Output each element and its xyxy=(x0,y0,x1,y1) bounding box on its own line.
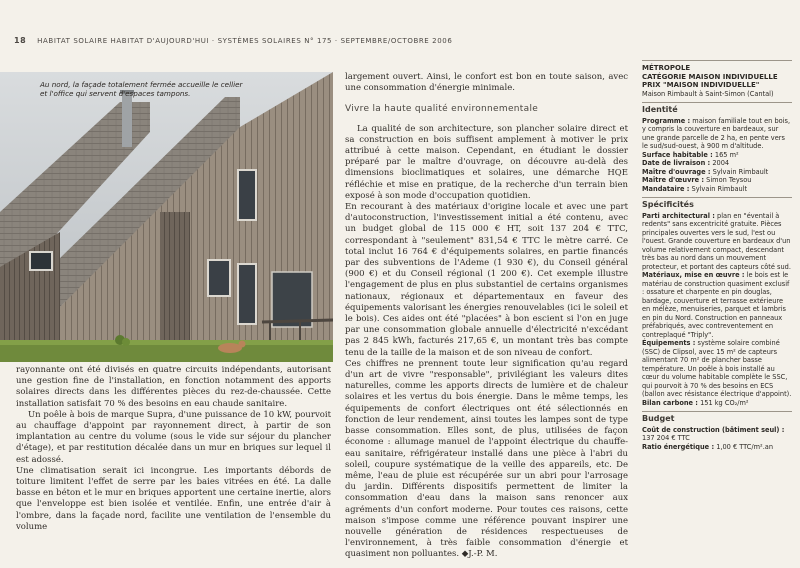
identite-box xyxy=(642,102,792,197)
livraison-line: Date de livraison : 2004 xyxy=(642,159,730,167)
programme-line: Programme : maison familiale tout en bois, y compris la couverture en bardeaux, sur une grande parcelle de 2 ha, en pente vers le sud/sud-ouest, à 900 m d'altitude. xyxy=(642,116,791,150)
project-sidebar xyxy=(642,60,792,455)
materiaux-line: Matériaux, mise en œuvre : le bois est le matériau de construction quasiment exclusif : ossature et charpente en pin douglas, bardage, couverture et terrasse extérieure en mélèze, menuiseries, parquet et lambris en pin du Nord. Construction en panneaux préfabriqués, avec contreventement en contreplaqué "Triply". xyxy=(642,271,790,339)
paragraph: Un poêle à bois de marque Supra, d'une puissance de 10 kW, pourvoit au chauffage d'appoint par rayonnement direct, à partir de son implantation au centre du volume (sous le vide sur séjour du plancher d'étage), et par restitution décalée dans un mur en briques sur lequel il est adossé. xyxy=(16,409,331,465)
paragraph: La qualité de son architecture, son plancher solaire direct et sa construction en bois suffisent amplement à motiver le prix attribué à cette maison. Cependant, en étudiant le dossier préparé par le maître d'ouvrage, on découvre au-delà des dimensions bioclimatiques et solaires, une démarche HQE réfléchie et mise en pratique, de la recherche d'un terrain bien exposé à son mode d'occupation quotidien. xyxy=(345,123,628,201)
identite-title: Identité xyxy=(642,105,678,114)
photo-caption: Au nord, la façade totalement fermée accueille le cellier et l'office qui servent d'espaces tampons. xyxy=(40,80,243,98)
surface-line: Surface habitable : 165 m² xyxy=(642,150,739,159)
specificites-title: Spécificités xyxy=(642,200,694,209)
house-illustration xyxy=(0,72,333,362)
section-title: Vivre la haute qualité environnementale xyxy=(345,104,539,115)
running-title: HABITAT SOLAIRE HABITAT D'AUJOURD'HUI · SYSTÈMES SOLAIRES N° 175 · SEPTEMBRE/OCTOBRE 2006 xyxy=(37,37,453,45)
award-project: Maison Rimbault à Saint-Simon (Cantal) xyxy=(642,89,774,98)
maitre-ouvrage-line: Maître d'ouvrage : Sylvain Rimbault xyxy=(642,167,769,176)
running-header xyxy=(14,36,774,50)
mandataire-line: Mandataire : Sylvain Rimbault xyxy=(642,184,748,193)
house-photo xyxy=(0,72,333,362)
award-region: MÉTROPOLE xyxy=(642,64,691,72)
paragraph: Ces chiffres ne prennent toute leur signification qu'au regard d'un art de vivre "responsable", privilégiant les valeurs dites naturelles, comme les apports directs de lumière et de chaleur solaires et les vertus du bois énergie. Dans le même temps, les équipements de confort électriques ont été sélectionnés en fonction de leur rendement, ainsi toutes les lampes sont de type basse consommation. Elles sont, de plus, utilisées de façon économe : allumage manuel de l'appoint électrique du chauffe-eau sanitaire, réfrigérateur installé dans une pièce à l'abri du soleil, coupure systématique de la veille des appareils, etc. De même, l'eau de pluie est récupérée sur un abri pour l'arrosage du jardin. Différents dispositifs permettent de limiter la consommation d'eau dans la maison sans renoncer aux agréments d'un confort moderne. Pour toutes ces raisons, cette maison s'impose comme une référence pouvant inspirer une nouvelle génération de résidences respectueuses de l'environnement, à très faible consommation d'énergie et quasiment non polluantes. ◆J.-P. M. xyxy=(345,358,628,560)
page-number: 18 xyxy=(14,36,27,45)
budget-box xyxy=(642,411,792,455)
paragraph: Une climatisation serait ici incongrue. Les importants débords de toiture limitent l'effet de serre par les baies vitrées en été. La dalle basse en béton et le mur en briques apportent une certaine inertie, alors que l'enveloppe est bien isolée et ventilée. Enfin, une entrée d'air à l'ombre, dans la façade nord, facilite une ventilation de l'ensemble du volume xyxy=(16,465,331,532)
maitre-oeuvre-line: Maître d'œuvre : Simon Teysou xyxy=(642,176,752,184)
budget-title: Budget xyxy=(642,414,675,423)
award-box xyxy=(642,60,792,102)
paragraph: En recourant à des matériaux d'origine locale et avec une part d'autoconstruction, l'investissement initial a été contenu, avec un budget global de 115 000 € HT, soit 137 204 € TTC, correspondant à "seulement" 831,54 € TTC le mètre carré. Ce total inclut 16 764 € d'équipements solaires, en partie financés par des subventions de l'Ademe (1 930 €), du Conseil général (900 €) et du Conseil régional (1 200 €). Cet exemple illustre l'engagement de plus en plus substantiel de certains organismes nationaux, régionaux et départementaux en faveur des équipements valorisant les énergies renouvelables (ici le soleil et le bois). Ces aides ont été "placées" à bon escient si l'on en juge par une consommation globale annuelle d'électricité n'excédant pas 2 845 kWh, facturés 217,65 €, un montant très bas compte tenu de la taille de la maison et de son niveau de confort. xyxy=(345,202,628,358)
specificites-box xyxy=(642,197,792,411)
paragraph: rayonnante ont été divisés en quatre circuits indépendants, autorisant une gestion fine de l'installation, en fonction notamment des apports solaires directs dans les différentes pièces du rez-de-chaussée. Cette installation satisfait 70 % des besoins en eau chaude sanitaire. xyxy=(16,365,331,409)
ratio-line: Ratio énergétique : 1,00 € TTC/m².an xyxy=(642,442,774,451)
cout-line: Coût de construction (bâtiment seul) : 137 204 € TTC xyxy=(642,425,785,442)
text-column-left xyxy=(16,365,331,533)
bilan-line: Bilan carbone : 151 kg CO₂/m² xyxy=(642,398,749,407)
equipements-line: Équipements : système solaire combiné (SSC) de Clipsol, avec 15 m² de capteurs alimentant 70 m² de plancher basse température. Un poêle à bois installé au cœur du volume habitable complète le SSC, qui pourvoit à 70 % des besoins en ECS (ballon avec résistance électrique d'appoint). xyxy=(642,339,792,398)
parti-line: Parti architectural : plan en "éventail à redents" sans excentricité gratuite. Pièces principales ouvertes vers le sud, l'est ou l'ouest. Grande couverture en bardeaux d'un volume relativement compact, descendant très bas au nord dans un mouvement protecteur, et portant des capteurs côté sud. xyxy=(642,211,791,271)
text-column-middle xyxy=(345,72,628,561)
award-category: CATÉGORIE MAISON INDIVIDUELLE xyxy=(642,72,778,81)
paragraph: largement ouvert. Ainsi, le confort est bon en toute saison, avec une consommation d'énergie minimale. xyxy=(345,72,628,94)
award-prize: PRIX "MAISON INDIVIDUELLE" xyxy=(642,81,760,89)
